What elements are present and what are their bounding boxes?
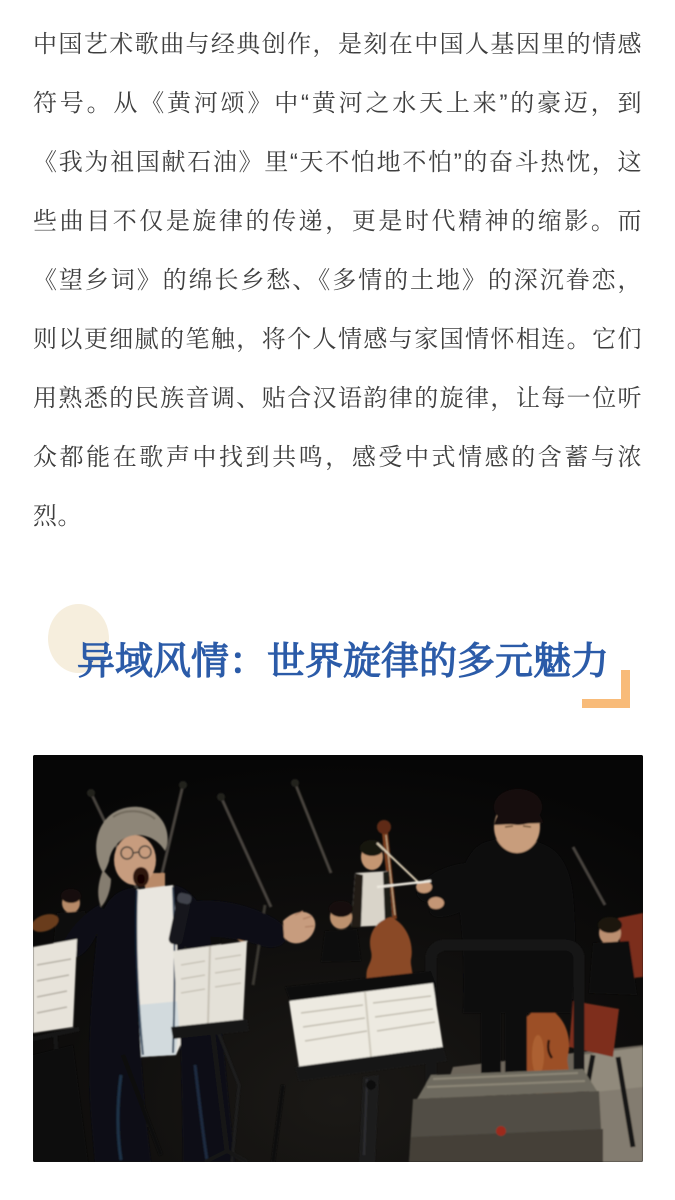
paragraph-line: 符号。从《黄河颂》中“黄河之水天上来”的豪迈，到 xyxy=(33,90,642,117)
paragraph-line: 中国艺术歌曲与经典创作，是刻在中国人基因里的情感 xyxy=(33,31,642,58)
conductor-podium xyxy=(409,1069,603,1162)
article-image[interactable] xyxy=(33,755,643,1162)
paragraph xyxy=(33,15,642,546)
paragraph-line: 烈。 xyxy=(33,503,82,530)
paragraph-line: 《我为祖国献石油》里“天不怕地不怕”的奋斗热忱，这 xyxy=(33,149,642,176)
paragraph-line: 用熟悉的民族音调、贴合汉语韵律的旋律，让每一位听 xyxy=(33,385,642,412)
paragraph-line: 则以更细腻的笔触，将个人情感与家国情怀相连。它们 xyxy=(33,326,642,353)
paragraph-line: 《望乡词》的绵长乡愁、《多情的土地》的深沉眷恋， xyxy=(33,267,642,294)
concert-photo-illustration xyxy=(33,755,643,1162)
accent-corner-decoration xyxy=(582,670,630,708)
section-heading: 异域风情：世界旋律的多元魅力 xyxy=(77,641,610,683)
paragraph-line: 些曲目不仅是旋律的传递，更是时代精神的缩影。而 xyxy=(33,208,642,235)
paragraph-line: 众都能在歌声中找到共鸣，感受中式情感的含蓄与浓 xyxy=(33,444,642,471)
